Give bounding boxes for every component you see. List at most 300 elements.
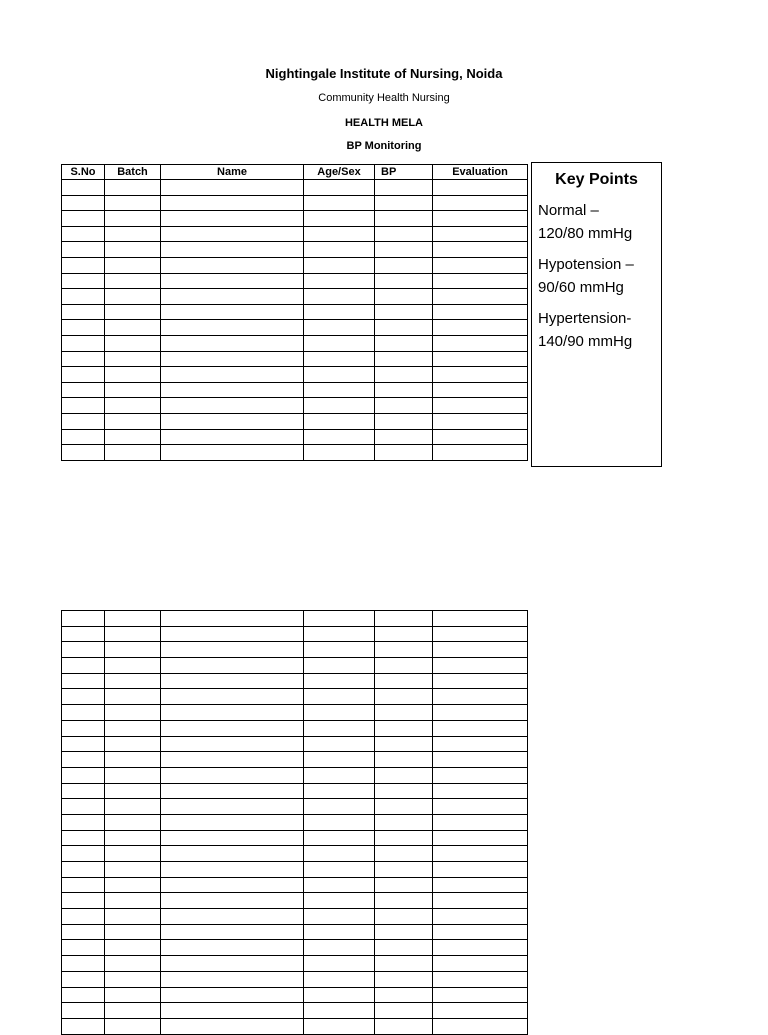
table-cell (304, 862, 375, 878)
table-cell (105, 862, 161, 878)
table-cell (105, 783, 161, 799)
table-cell (105, 909, 161, 925)
table-cell (433, 367, 528, 383)
table-cell (105, 1003, 161, 1019)
table-cell (304, 273, 375, 289)
table-cell (375, 752, 433, 768)
table-cell (304, 956, 375, 972)
table-row (62, 799, 528, 815)
table-row (62, 304, 528, 320)
table-cell (375, 877, 433, 893)
table-cell (433, 705, 528, 721)
table-cell (375, 257, 433, 273)
table-cell (433, 226, 528, 242)
table-row (62, 987, 528, 1003)
table-cell (105, 752, 161, 768)
table-cell (161, 273, 304, 289)
table-cell (62, 767, 105, 783)
table-cell (433, 289, 528, 305)
key-points-box (531, 162, 662, 467)
table-cell (105, 257, 161, 273)
table-cell (62, 1003, 105, 1019)
table-row (62, 752, 528, 768)
table-cell (161, 257, 304, 273)
table-cell (304, 611, 375, 627)
table-cell (375, 689, 433, 705)
table-cell (304, 830, 375, 846)
table-cell (62, 736, 105, 752)
table-cell (161, 226, 304, 242)
table-cell (375, 445, 433, 461)
table-cell (161, 1003, 304, 1019)
bp-monitoring-table (61, 164, 528, 461)
table-body (62, 611, 528, 1035)
section-title: BP Monitoring (346, 140, 422, 152)
table-cell (304, 893, 375, 909)
table-cell (304, 909, 375, 925)
table-cell (304, 242, 375, 258)
table-row (62, 705, 528, 721)
table-cell (161, 893, 304, 909)
table-cell (105, 673, 161, 689)
table-row (62, 429, 528, 445)
table-cell (375, 351, 433, 367)
table-cell (105, 626, 161, 642)
table-cell (433, 673, 528, 689)
column-header-age-sex: Age/Sex (304, 165, 375, 180)
table-cell (375, 862, 433, 878)
table-cell (161, 940, 304, 956)
table-cell (161, 736, 304, 752)
table-cell (62, 720, 105, 736)
table-cell (375, 242, 433, 258)
table-row (62, 413, 528, 429)
page-subtitle: Community Health Nursing (318, 92, 450, 104)
table-cell (62, 705, 105, 721)
table-cell (62, 689, 105, 705)
table-cell (105, 351, 161, 367)
table-cell (375, 783, 433, 799)
table-cell (62, 658, 105, 674)
table-cell (433, 736, 528, 752)
table-cell (375, 429, 433, 445)
table-cell (62, 211, 105, 227)
table-cell (62, 877, 105, 893)
table-cell (161, 611, 304, 627)
table-cell (105, 846, 161, 862)
table-cell (62, 226, 105, 242)
table-cell (62, 752, 105, 768)
key-point-hypotension (538, 253, 655, 299)
table-cell (433, 814, 528, 830)
table-row (62, 211, 528, 227)
table-cell (105, 924, 161, 940)
key-point-label: Normal – (538, 202, 599, 219)
table-row (62, 445, 528, 461)
table-cell (433, 909, 528, 925)
table-cell (161, 642, 304, 658)
table-cell (62, 909, 105, 925)
table-row (62, 180, 528, 196)
table-cell (433, 242, 528, 258)
table-row (62, 320, 528, 336)
table-cell (304, 799, 375, 815)
column-header-name: Name (161, 165, 304, 180)
table-cell (161, 877, 304, 893)
table-row (62, 382, 528, 398)
table-cell (375, 626, 433, 642)
table-cell (304, 783, 375, 799)
table-cell (62, 971, 105, 987)
table-cell (433, 893, 528, 909)
key-point-label: Hypotension – (538, 256, 634, 273)
table-cell (375, 909, 433, 925)
table-cell (304, 335, 375, 351)
table-cell (161, 689, 304, 705)
key-point-hypertension (538, 307, 655, 353)
table-cell (433, 351, 528, 367)
table-cell (105, 658, 161, 674)
key-point-value: 140/90 mmHg (538, 333, 633, 350)
table-cell (62, 783, 105, 799)
table-cell (304, 658, 375, 674)
table-cell (304, 736, 375, 752)
table-cell (62, 862, 105, 878)
table-cell (105, 705, 161, 721)
table-cell (304, 940, 375, 956)
table-row (62, 242, 528, 258)
table-cell (433, 752, 528, 768)
table-cell (433, 846, 528, 862)
table-cell (105, 940, 161, 956)
table-cell (433, 445, 528, 461)
table-row (62, 956, 528, 972)
table-cell (375, 830, 433, 846)
table-cell (62, 351, 105, 367)
table-cell (62, 956, 105, 972)
table-cell (62, 180, 105, 196)
table-cell (375, 971, 433, 987)
table-cell (62, 893, 105, 909)
table-cell (304, 642, 375, 658)
table-cell (161, 180, 304, 196)
table-cell (161, 987, 304, 1003)
table-cell (62, 987, 105, 1003)
table-row (62, 830, 528, 846)
table-cell (433, 940, 528, 956)
table-cell (105, 445, 161, 461)
table-cell (375, 367, 433, 383)
table-cell (62, 320, 105, 336)
table-row (62, 611, 528, 627)
table-cell (433, 642, 528, 658)
table-cell (161, 705, 304, 721)
table-cell (433, 413, 528, 429)
table-cell (433, 987, 528, 1003)
table-cell (105, 971, 161, 987)
table-cell (161, 956, 304, 972)
table-cell (433, 611, 528, 627)
table-cell (375, 320, 433, 336)
table-cell (433, 799, 528, 815)
table-row (62, 226, 528, 242)
table-cell (304, 924, 375, 940)
table-cell (161, 924, 304, 940)
table-cell (304, 289, 375, 305)
table-cell (161, 673, 304, 689)
table-cell (105, 320, 161, 336)
table-cell (304, 257, 375, 273)
table-cell (62, 398, 105, 414)
table-cell (433, 382, 528, 398)
table-cell (105, 893, 161, 909)
table-cell (105, 877, 161, 893)
table-cell (433, 689, 528, 705)
table-cell (375, 736, 433, 752)
table-cell (161, 289, 304, 305)
table-cell (433, 195, 528, 211)
table-cell (161, 445, 304, 461)
table-cell (105, 1018, 161, 1034)
table-cell (105, 767, 161, 783)
table-cell (105, 398, 161, 414)
table-cell (105, 642, 161, 658)
table-row (62, 862, 528, 878)
table-cell (375, 211, 433, 227)
table-cell (375, 940, 433, 956)
table-cell (161, 398, 304, 414)
table-cell (375, 273, 433, 289)
table-cell (304, 720, 375, 736)
table-cell (304, 846, 375, 862)
table-cell (375, 398, 433, 414)
table-cell (375, 720, 433, 736)
table-cell (433, 720, 528, 736)
table-cell (62, 830, 105, 846)
table-row (62, 971, 528, 987)
table-cell (62, 413, 105, 429)
table-cell (161, 429, 304, 445)
key-points-title: Key Points (555, 171, 638, 188)
table-cell (433, 1018, 528, 1034)
table-row (62, 783, 528, 799)
table-cell (62, 799, 105, 815)
table-cell (375, 924, 433, 940)
table-row (62, 736, 528, 752)
table-cell (375, 642, 433, 658)
table-cell (375, 382, 433, 398)
column-header-evaluation: Evaluation (433, 165, 528, 180)
key-point-value: 90/60 mmHg (538, 279, 624, 296)
table-cell (433, 783, 528, 799)
table-cell (433, 429, 528, 445)
table-row (62, 398, 528, 414)
table-cell (433, 398, 528, 414)
table-cell (105, 611, 161, 627)
table-cell (62, 242, 105, 258)
table-cell (304, 320, 375, 336)
table-cell (375, 658, 433, 674)
table-cell (375, 611, 433, 627)
table-row (62, 689, 528, 705)
table-cell (161, 783, 304, 799)
table-cell (62, 924, 105, 940)
table-row (62, 273, 528, 289)
table-cell (161, 195, 304, 211)
table-row (62, 335, 528, 351)
table-cell (433, 862, 528, 878)
table-cell (161, 658, 304, 674)
table-cell (62, 611, 105, 627)
table-cell (161, 626, 304, 642)
table-cell (105, 814, 161, 830)
table-cell (161, 799, 304, 815)
table-cell (375, 304, 433, 320)
table-cell (105, 987, 161, 1003)
table-cell (304, 226, 375, 242)
table-cell (62, 673, 105, 689)
table-cell (62, 445, 105, 461)
table-cell (304, 767, 375, 783)
table-cell (105, 273, 161, 289)
table-cell (433, 273, 528, 289)
table-cell (161, 971, 304, 987)
table-cell (375, 195, 433, 211)
table-row (62, 814, 528, 830)
table-cell (304, 877, 375, 893)
table-row (62, 720, 528, 736)
table-cell (62, 304, 105, 320)
table-cell (62, 626, 105, 642)
table-cell (161, 351, 304, 367)
event-title: HEALTH MELA (344, 117, 423, 129)
table-cell (161, 752, 304, 768)
table-cell (375, 846, 433, 862)
table-cell (433, 956, 528, 972)
table-cell (62, 289, 105, 305)
table-cell (433, 180, 528, 196)
table-cell (105, 382, 161, 398)
table-cell (375, 413, 433, 429)
table-cell (433, 211, 528, 227)
table-cell (161, 814, 304, 830)
table-row (62, 1018, 528, 1034)
table-cell (304, 413, 375, 429)
table-cell (433, 626, 528, 642)
table-cell (105, 413, 161, 429)
table-cell (62, 642, 105, 658)
table-cell (62, 940, 105, 956)
table-cell (375, 1003, 433, 1019)
page-title: Nightingale Institute of Nursing, Noida (265, 66, 503, 81)
table-cell (105, 242, 161, 258)
table-cell (105, 830, 161, 846)
table-cell (161, 830, 304, 846)
table-cell (105, 736, 161, 752)
table-cell (62, 367, 105, 383)
table-row (62, 767, 528, 783)
table-cell (375, 705, 433, 721)
table-cell (161, 242, 304, 258)
table-row (62, 658, 528, 674)
table-cell (105, 195, 161, 211)
table-row (62, 909, 528, 925)
table-cell (161, 1018, 304, 1034)
table-cell (433, 971, 528, 987)
table-row (62, 626, 528, 642)
table-cell (304, 180, 375, 196)
column-header-sno: S.No (62, 165, 105, 180)
table-cell (304, 211, 375, 227)
table-cell (161, 211, 304, 227)
table-cell (304, 382, 375, 398)
table-cell (433, 320, 528, 336)
table-cell (304, 1003, 375, 1019)
table-header-row (62, 165, 528, 180)
table-cell (161, 413, 304, 429)
table-cell (375, 814, 433, 830)
table-cell (433, 658, 528, 674)
table-cell (105, 289, 161, 305)
table-cell (105, 956, 161, 972)
table-cell (105, 367, 161, 383)
bp-monitoring-table-continued (61, 610, 528, 1035)
table-row (62, 367, 528, 383)
table-cell (105, 799, 161, 815)
table-row (62, 257, 528, 273)
table-cell (105, 304, 161, 320)
table-row (62, 195, 528, 211)
table-cell (375, 673, 433, 689)
table-cell (161, 304, 304, 320)
table-cell (161, 320, 304, 336)
table-row (62, 877, 528, 893)
table-cell (161, 367, 304, 383)
table-cell (62, 814, 105, 830)
table-cell (304, 814, 375, 830)
table-row (62, 940, 528, 956)
table-cell (304, 445, 375, 461)
table-cell (375, 226, 433, 242)
table-cell (304, 673, 375, 689)
table-cell (304, 398, 375, 414)
table-cell (62, 429, 105, 445)
table-cell (161, 909, 304, 925)
table-cell (62, 195, 105, 211)
table-cell (375, 799, 433, 815)
table-row (62, 924, 528, 940)
table-row (62, 1003, 528, 1019)
table-cell (161, 335, 304, 351)
table-cell (304, 626, 375, 642)
table-row (62, 289, 528, 305)
table-cell (433, 1003, 528, 1019)
table-cell (304, 1018, 375, 1034)
table-cell (304, 304, 375, 320)
table-cell (304, 429, 375, 445)
table-cell (161, 720, 304, 736)
table-cell (62, 273, 105, 289)
table-cell (161, 382, 304, 398)
table-cell (105, 335, 161, 351)
column-header-batch: Batch (105, 165, 161, 180)
table-cell (433, 767, 528, 783)
table-row (62, 673, 528, 689)
table-cell (161, 767, 304, 783)
table-cell (433, 304, 528, 320)
table-cell (62, 382, 105, 398)
table-cell (375, 180, 433, 196)
